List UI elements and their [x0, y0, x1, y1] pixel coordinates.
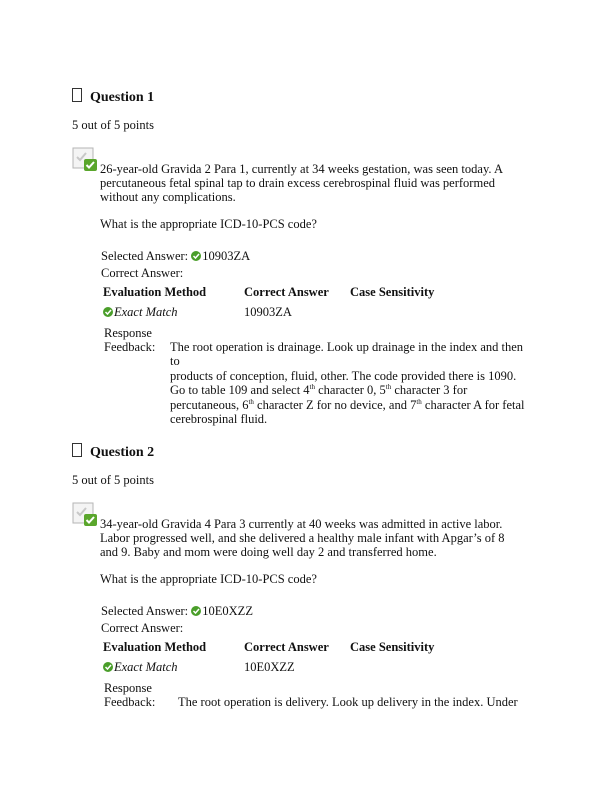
table-header-case-sensitivity: Case Sensitivity: [350, 640, 435, 654]
selected-answer-row: [101, 249, 250, 264]
evaluation-method-cell: [103, 660, 178, 675]
question-1-text: 26-year-old Gravida 2 Para 1, currently at 34 weeks gestation, was seen today. A percutaneous fetal spinal tap to drain excess cerebrospinal fluid was performed without any complications.: [100, 162, 503, 205]
evaluation-method-value: Exact Match: [114, 660, 178, 674]
check-icon: [103, 662, 113, 672]
question-1-title: Question 1: [90, 90, 155, 105]
question-1-points: 5 out of 5 points: [72, 118, 154, 132]
check-icon: [191, 251, 201, 261]
correct-answer-label: Correct Answer:: [101, 621, 184, 635]
question-2-text: 34-year-old Gravida 4 Para 3 currently at 40 weeks was admitted in active labor. Labor progressed well, and she delivered a healthy male infant with Apgar’s of 8 and 9. Baby and mom were doing well day 2 and transferred home.: [100, 517, 505, 560]
correct-answer-cell: 10E0XZZ: [244, 660, 295, 674]
feedback-label: Feedback:: [104, 695, 156, 709]
question-2-heading: [72, 443, 154, 461]
check-icon: [191, 606, 201, 616]
table-header-case-sensitivity: Case Sensitivity: [350, 285, 435, 299]
evaluation-method-value: Exact Match: [114, 305, 178, 319]
evaluation-method-cell: [103, 305, 178, 320]
table-header-correct-answer: Correct Answer: [244, 640, 329, 654]
question-1-heading: [72, 88, 154, 106]
correct-answer-icon: [72, 147, 98, 173]
question-2-prompt: What is the appropriate ICD-10-PCS code?: [100, 572, 317, 586]
table-header-correct-answer: Correct Answer: [244, 285, 329, 299]
correct-answer-icon: [72, 502, 98, 528]
collapse-icon[interactable]: [72, 88, 82, 102]
selected-answer-label: Selected Answer:: [101, 604, 189, 618]
collapse-icon[interactable]: [72, 443, 82, 457]
response-label: Response: [104, 681, 152, 695]
question-2-title: Question 2: [90, 445, 155, 460]
feedback-label: Feedback:: [104, 340, 156, 354]
response-feedback-text: The root operation is delivery. Look up delivery in the index. Under: [178, 695, 518, 709]
correct-answer-label: Correct Answer:: [101, 266, 184, 280]
check-icon: [103, 307, 113, 317]
selected-answer-label: Selected Answer:: [101, 249, 189, 263]
selected-answer-row: [101, 604, 253, 619]
question-2-points: 5 out of 5 points: [72, 473, 154, 487]
response-feedback-text: The root operation is drainage. Look up drainage in the index and then to products of conception, fluid, other. The code provided there is 1090. Go to table 109 and select 4th character 0, 5th character 3 for percutaneous, 6th character Z for no device, and 7th character A for fetal cerebrospinal fluid.: [170, 340, 525, 427]
correct-answer-cell: 10903ZA: [244, 305, 292, 319]
table-header-evaluation-method: Evaluation Method: [103, 640, 207, 654]
response-label: Response: [104, 326, 152, 340]
selected-answer-value: 10E0XZZ: [202, 604, 253, 618]
selected-answer-value: 10903ZA: [202, 249, 251, 263]
question-1-prompt: What is the appropriate ICD-10-PCS code?: [100, 217, 317, 231]
table-header-evaluation-method: Evaluation Method: [103, 285, 207, 299]
